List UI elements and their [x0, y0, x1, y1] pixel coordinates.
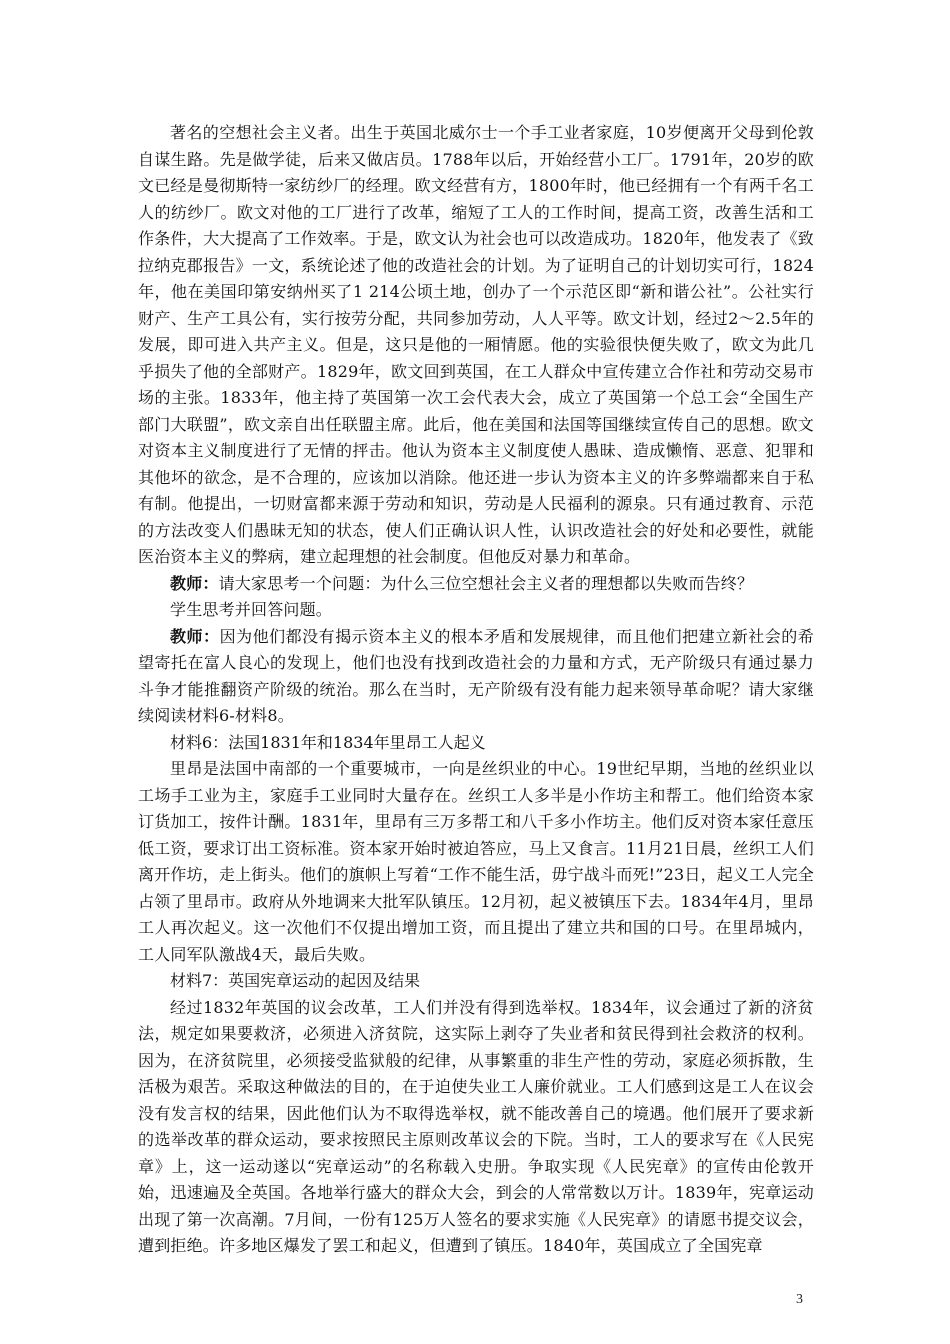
material-7-title: 材料7：英国宪章运动的起因及结果 [170, 971, 421, 990]
material-6-body: 里昂是法国中南部的一个重要城市，一向是丝织业的中心。19世纪早期，当地的丝织业以工场手工业为主，家庭手工业同时大量存在。丝织工人多半是小作坊主和帮工。他们给资本家订货加工，按件计酬。1831年，里昂有三万多帮工和八千多小作坊主。他们反对资本家任意压低工资，要求订出工资标准。资本家开始时被迫答应，马上又食言。11月21日晨，丝织工人们离开作坊，走上街头。他们的旗帜上写着“工作不能生活，毋宁战斗而死!”23日，起义工人完全占领了里昂市。政府从外地调来大批军队镇压。12月初，起义被镇压下去。1834年4月，里昂工人再次起义。这一次他们不仅提出增加工资，而且提出了建立共和国的口号。在里昂城内，工人同军队激战4天，最后失败。 [138, 759, 814, 964]
material-6-title: 材料6：法国1831年和1834年里昂工人起义 [170, 732, 486, 752]
material-7-body: 经过1832年英国的议会改革，工人们并没有得到选举权。1834年，议会通过了新的济贫法，规定如果要救济，必须进入济贫院，这实际上剥夺了失业者和贫民得到社会救济的权利。因为，在济贫院里，必须接受监狱般的纪律，从事繁重的非生产性的劳动，家庭必须拆散，生活极为艰苦。采取这种做法的目的，在于迫使失业工人廉价就业。工人们感到这是工人在议会没有发言权的结果，因此他们认为不取得选举权，就不能改善自己的境遇。他们展开了要求新的选举改革的群众运动，要求按照民主原则改革议会的下院。当时，工人的要求写在《人民宪章》上，这一运动遂以“宪章运动”的名称载入史册。争取实现《人民宪章》的宣传由伦敦开始，迅速遍及全英国。各地举行盛大的群众大会，到会的人常常数以万计。1839年，宪章运动出现了第一次高潮。7月间，一份有125万人签名的要求实施《人民宪章》的请愿书提交议会，遭到拒绝。许多地区爆发了罢工和起义，但遭到了镇压。1840年，英国成立了全国宪章 [138, 997, 814, 1255]
student-response-line: 学生思考并回答问题。 [170, 600, 333, 619]
teacher-label: 教师： [170, 626, 220, 646]
page-number: 3 [796, 1292, 803, 1307]
paragraph-owen-biography: 著名的空想社会主义者。出生于英国北威尔士一个手工业者家庭，10岁便离开父母到伦敦自谋生路。先是做学徒，后来又做店员。1788年以后，开始经营小工厂。1791年，20岁的欧文已经是曼彻斯特一家纺纱厂的经理。欧文经营有方，1800年时，他已经拥有一个有两千名工人的纺纱厂。欧文对他的工厂进行了改革，缩短了工人的工作时间，提高工资，改善生活和工作条件，大大提高了工作效率。于是，欧文认为社会也可以改造成功。1820年，他发表了《致拉纳克郡报告》一文，系统论述了他的改造社会的计划。为了证明自己的计划切实可行，1824年，他在美国印第安纳州买了1 214公顷土地，创办了一个示范区即“新和谐公社”。公社实行财产、生产工具公有，实行按劳分配，共同参加劳动，人人平等。欧文计划，经过2～2.5年的发展，即可进入共产主义。但是，这只是他的一厢情愿。他的实验很快便失败了，欧文为此几乎损失了他的全部财产。1829年，欧文回到英国，在工人群众中宣传建立合作社和劳动交易市场的主张。1833年，他主持了英国第一次工会代表大会，成立了英国第一个总工会“全国生产部门大联盟”，欧文亲自出任联盟主席。此后，他在美国和法国等国继续宣传自己的思想。欧文对资本主义制度进行了无情的抨击。他认为资本主义制度使人愚昧、造成懒惰、恶意、犯罪和其他坏的欲念，是不合理的，应该加以消除。他还进一步认为资本主义的许多弊端都来自于私有制。他提出，一切财富都来源于劳动和知识，劳动是人民福利的源泉。只有通过教育、示范的方法改变人们愚昧无知的状态，使人们正确认识人性，认识改造社会的好处和必要性，就能医治资本主义的弊病，建立起理想的社会制度。但他反对暴力和革命。 [138, 123, 814, 566]
teacher-label: 教师： [170, 573, 219, 593]
teacher-answer-text: 因为他们都没有揭示资本主义的根本矛盾和发展规律，而且他们把建立新社会的希望寄托在富人良心的发现上，他们也没有找到改造社会的力量和方式，无产阶级只有通过暴力斗争才能推翻资产阶级的统治。那么在当时，无产阶级有没有能力起来领导革命呢？请大家继续阅读材料6-材料8。 [138, 626, 814, 725]
teacher-question-paragraph [138, 571, 814, 598]
teacher-question-text: 请大家思考一个问题：为什么三位空想社会主义者的理想都以失败而告终？ [218, 573, 754, 593]
document-body [138, 120, 814, 1260]
teacher-answer-paragraph [138, 624, 814, 730]
